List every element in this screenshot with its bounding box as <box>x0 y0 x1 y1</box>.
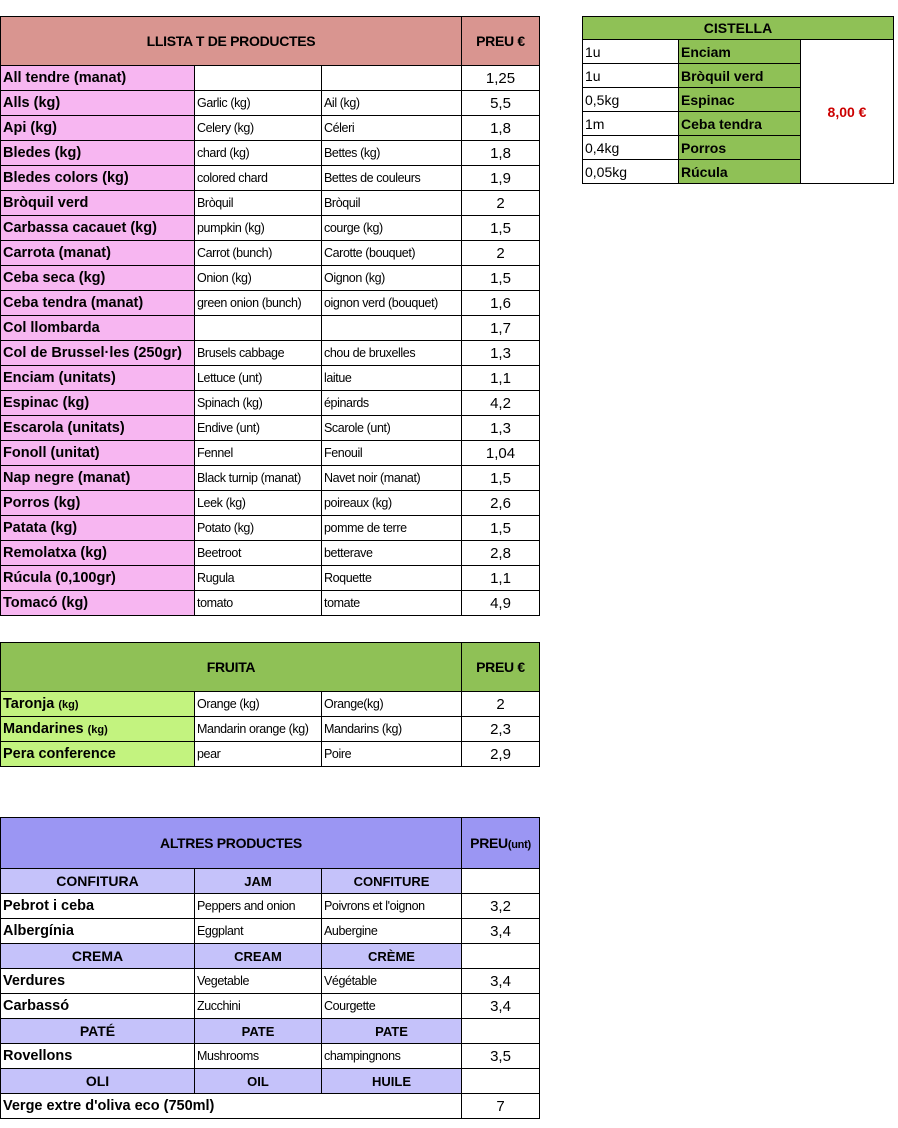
product-name: Nap negre (manat) <box>1 466 195 491</box>
fruit-price: 2 <box>462 692 540 717</box>
fruit-name-label: Taronja <box>3 696 55 712</box>
product-name: Patata (kg) <box>1 516 195 541</box>
fruit-name-en: pear <box>195 742 322 767</box>
other-price-unit: (unt) <box>507 839 531 851</box>
category-row <box>1 1069 540 1094</box>
product-price: 1,7 <box>462 316 540 341</box>
other-title: ALTRES PRODUCTES <box>1 818 462 869</box>
fruit-unit: (kg) <box>58 699 79 711</box>
products-header-row <box>1 17 540 66</box>
product-name-fr: pomme de terre <box>322 516 462 541</box>
fruit-name-label: Mandarines <box>3 721 84 737</box>
product-name: Espinac (kg) <box>1 391 195 416</box>
product-name-fr: Navet noir (manat) <box>322 466 462 491</box>
fruit-header-row <box>1 643 540 692</box>
other-product-name: Albergínia <box>1 919 195 944</box>
product-row <box>1 391 540 416</box>
product-price: 1,5 <box>462 266 540 291</box>
product-name-fr: Ail (kg) <box>322 91 462 116</box>
fruit-name-fr: Poire <box>322 742 462 767</box>
product-name-fr: oignon verd (bouquet) <box>322 291 462 316</box>
category-name-en: PATE <box>195 1019 322 1044</box>
other-product-name-fr: Courgette <box>322 994 462 1019</box>
product-name-en: Celery (kg) <box>195 116 322 141</box>
product-name-en: Bròquil <box>195 191 322 216</box>
product-price: 1,3 <box>462 341 540 366</box>
other-product-row <box>1 969 540 994</box>
fruit-name-en: Mandarin orange (kg) <box>195 717 322 742</box>
other-product-name: Rovellons <box>1 1044 195 1069</box>
product-name-en: Garlic (kg) <box>195 91 322 116</box>
product-price: 1,3 <box>462 416 540 441</box>
product-name: Ceba tendra (manat) <box>1 291 195 316</box>
product-name: Alls (kg) <box>1 91 195 116</box>
product-name: Enciam (unitats) <box>1 366 195 391</box>
other-header-row <box>1 818 540 869</box>
product-row <box>1 241 540 266</box>
basket-item-product: Enciam <box>679 40 801 64</box>
products-price-header: PREU € <box>462 17 540 66</box>
fruit-name-fr: Mandarins (kg) <box>322 717 462 742</box>
other-product-price: 3,4 <box>462 994 540 1019</box>
other-product-name-en: Eggplant <box>195 919 322 944</box>
basket-item-qty: 1u <box>583 64 679 88</box>
product-name-fr: Scarole (unt) <box>322 416 462 441</box>
fruit-name <box>1 717 195 742</box>
other-product-row <box>1 1094 540 1119</box>
other-product-price: 7 <box>462 1094 540 1119</box>
category-name-en: CREAM <box>195 944 322 969</box>
product-name-en: Beetroot <box>195 541 322 566</box>
product-row <box>1 291 540 316</box>
other-products-table <box>0 817 540 1119</box>
basket-item-row <box>583 40 894 64</box>
product-name: Fonoll (unitat) <box>1 441 195 466</box>
other-product-price: 3,2 <box>462 894 540 919</box>
product-name-en: Onion (kg) <box>195 266 322 291</box>
fruit-price-header: PREU € <box>462 643 540 692</box>
product-price: 2 <box>462 191 540 216</box>
product-name-en: chard (kg) <box>195 141 322 166</box>
basket-item-qty: 0,4kg <box>583 136 679 160</box>
other-product-row <box>1 919 540 944</box>
product-row <box>1 441 540 466</box>
product-name: Tomacó (kg) <box>1 591 195 616</box>
product-name-fr: Roquette <box>322 566 462 591</box>
product-row <box>1 541 540 566</box>
category-name-fr: HUILE <box>322 1069 462 1094</box>
product-price: 2 <box>462 241 540 266</box>
product-name: Bròquil verd <box>1 191 195 216</box>
category-price <box>462 944 540 969</box>
basket-header-row <box>583 17 894 40</box>
product-price: 1,5 <box>462 466 540 491</box>
product-name: Bledes colors (kg) <box>1 166 195 191</box>
product-price: 2,8 <box>462 541 540 566</box>
products-title: LLISTA T DE PRODUCTES <box>1 17 462 66</box>
basket-item-product: Bròquil verd <box>679 64 801 88</box>
fruit-name-fr: Orange(kg) <box>322 692 462 717</box>
product-name-fr: courge (kg) <box>322 216 462 241</box>
product-name-en: Black turnip (manat) <box>195 466 322 491</box>
category-price <box>462 1019 540 1044</box>
other-product-row <box>1 1044 540 1069</box>
product-name-fr: chou de bruxelles <box>322 341 462 366</box>
category-row <box>1 944 540 969</box>
product-row <box>1 141 540 166</box>
other-product-name-fr: champingnons <box>322 1044 462 1069</box>
product-name: All tendre (manat) <box>1 66 195 91</box>
product-row <box>1 566 540 591</box>
product-name: Ceba seca (kg) <box>1 266 195 291</box>
other-product-name-fr: Végétable <box>322 969 462 994</box>
category-name: CONFITURA <box>1 869 195 894</box>
category-name-fr: CRÈME <box>322 944 462 969</box>
fruit-name <box>1 742 195 767</box>
product-name-fr: poireaux (kg) <box>322 491 462 516</box>
product-row <box>1 66 540 91</box>
category-price <box>462 1069 540 1094</box>
product-row <box>1 116 540 141</box>
product-price: 1,1 <box>462 366 540 391</box>
product-row <box>1 416 540 441</box>
product-name: Rúcula (0,100gr) <box>1 566 195 591</box>
product-row <box>1 316 540 341</box>
product-name-en <box>195 66 322 91</box>
product-row <box>1 216 540 241</box>
basket-table <box>582 16 894 184</box>
basket-item-product: Porros <box>679 136 801 160</box>
basket-item-product: Espinac <box>679 88 801 112</box>
other-product-name: Verge extre d'oliva eco (750ml) <box>1 1094 462 1119</box>
product-row <box>1 191 540 216</box>
product-name: Col llombarda <box>1 316 195 341</box>
product-name: Col de Brussel·les (250gr) <box>1 341 195 366</box>
product-name-fr: Bettes (kg) <box>322 141 462 166</box>
product-name: Remolatxa (kg) <box>1 541 195 566</box>
other-product-price: 3,4 <box>462 969 540 994</box>
category-name-fr: PATE <box>322 1019 462 1044</box>
product-row <box>1 341 540 366</box>
other-product-name-en: Peppers and onion <box>195 894 322 919</box>
fruit-unit: (kg) <box>87 724 108 736</box>
product-name-en: Leek (kg) <box>195 491 322 516</box>
fruit-row <box>1 742 540 767</box>
fruit-price: 2,3 <box>462 717 540 742</box>
other-product-name-fr: Aubergine <box>322 919 462 944</box>
product-price: 1,6 <box>462 291 540 316</box>
product-name-en: tomato <box>195 591 322 616</box>
product-price: 1,8 <box>462 141 540 166</box>
basket-item-qty: 0,05kg <box>583 160 679 184</box>
product-price: 1,25 <box>462 66 540 91</box>
other-product-price: 3,4 <box>462 919 540 944</box>
other-product-row <box>1 894 540 919</box>
product-price: 4,9 <box>462 591 540 616</box>
product-name-fr: betterave <box>322 541 462 566</box>
other-product-name-en: Mushrooms <box>195 1044 322 1069</box>
fruit-title: FRUITA <box>1 643 462 692</box>
category-row <box>1 869 540 894</box>
other-price-header <box>462 818 540 869</box>
product-name: Carbassa cacauet (kg) <box>1 216 195 241</box>
other-product-name: Pebrot i ceba <box>1 894 195 919</box>
product-name-fr: Bettes de couleurs <box>322 166 462 191</box>
product-row <box>1 91 540 116</box>
category-name: OLI <box>1 1069 195 1094</box>
product-price: 5,5 <box>462 91 540 116</box>
product-name-fr: Céleri <box>322 116 462 141</box>
other-product-price: 3,5 <box>462 1044 540 1069</box>
product-name-fr <box>322 66 462 91</box>
fruit-name-en: Orange (kg) <box>195 692 322 717</box>
fruit-name <box>1 692 195 717</box>
other-product-name: Verdures <box>1 969 195 994</box>
product-name-fr: épinards <box>322 391 462 416</box>
other-product-name-en: Vegetable <box>195 969 322 994</box>
product-price: 1,04 <box>462 441 540 466</box>
category-name-fr: CONFITURE <box>322 869 462 894</box>
fruit-table <box>0 642 540 767</box>
fruit-row <box>1 717 540 742</box>
category-name: PATÉ <box>1 1019 195 1044</box>
product-row <box>1 491 540 516</box>
product-price: 1,8 <box>462 116 540 141</box>
product-price: 2,6 <box>462 491 540 516</box>
product-price: 1,5 <box>462 516 540 541</box>
product-row <box>1 266 540 291</box>
category-name: CREMA <box>1 944 195 969</box>
product-name-en: Endive (unt) <box>195 416 322 441</box>
product-name-en: Fennel <box>195 441 322 466</box>
other-price-label: PREU <box>470 835 508 851</box>
category-name-en: JAM <box>195 869 322 894</box>
basket-item-qty: 0,5kg <box>583 88 679 112</box>
other-product-name-en: Zucchini <box>195 994 322 1019</box>
product-name-en: Brusels cabbage <box>195 341 322 366</box>
basket-title: CISTELLA <box>583 17 894 40</box>
product-name-fr: tomate <box>322 591 462 616</box>
basket-total: 8,00 € <box>801 40 894 184</box>
category-price <box>462 869 540 894</box>
basket-item-qty: 1m <box>583 112 679 136</box>
other-product-row <box>1 994 540 1019</box>
product-name: Escarola (unitats) <box>1 416 195 441</box>
product-name-fr <box>322 316 462 341</box>
product-name-en: Lettuce (unt) <box>195 366 322 391</box>
product-name-fr: laitue <box>322 366 462 391</box>
product-name: Porros (kg) <box>1 491 195 516</box>
product-name-en: pumpkin (kg) <box>195 216 322 241</box>
product-name-en: green onion (bunch) <box>195 291 322 316</box>
product-name: Bledes (kg) <box>1 141 195 166</box>
products-table <box>0 16 540 616</box>
basket-item-product: Ceba tendra <box>679 112 801 136</box>
category-name-en: OIL <box>195 1069 322 1094</box>
product-name-fr: Bròquil <box>322 191 462 216</box>
product-row <box>1 466 540 491</box>
product-name-fr: Oignon (kg) <box>322 266 462 291</box>
product-row <box>1 366 540 391</box>
product-name-en: Carrot (bunch) <box>195 241 322 266</box>
product-name-en: colored chard <box>195 166 322 191</box>
basket-item-qty: 1u <box>583 40 679 64</box>
basket-item-product: Rúcula <box>679 160 801 184</box>
product-price: 4,2 <box>462 391 540 416</box>
fruit-price: 2,9 <box>462 742 540 767</box>
product-name-en: Potato (kg) <box>195 516 322 541</box>
product-price: 1,1 <box>462 566 540 591</box>
other-product-name: Carbassó <box>1 994 195 1019</box>
category-row <box>1 1019 540 1044</box>
fruit-name-label: Pera conference <box>3 746 116 762</box>
product-name: Carrota (manat) <box>1 241 195 266</box>
product-name: Api (kg) <box>1 116 195 141</box>
product-name-en <box>195 316 322 341</box>
product-row <box>1 516 540 541</box>
product-name-en: Spinach (kg) <box>195 391 322 416</box>
product-name-fr: Carotte (bouquet) <box>322 241 462 266</box>
other-product-name-fr: Poivrons et l'oignon <box>322 894 462 919</box>
product-row <box>1 166 540 191</box>
product-name-fr: Fenouil <box>322 441 462 466</box>
fruit-row <box>1 692 540 717</box>
product-name-en: Rugula <box>195 566 322 591</box>
product-row <box>1 591 540 616</box>
product-price: 1,5 <box>462 216 540 241</box>
product-price: 1,9 <box>462 166 540 191</box>
